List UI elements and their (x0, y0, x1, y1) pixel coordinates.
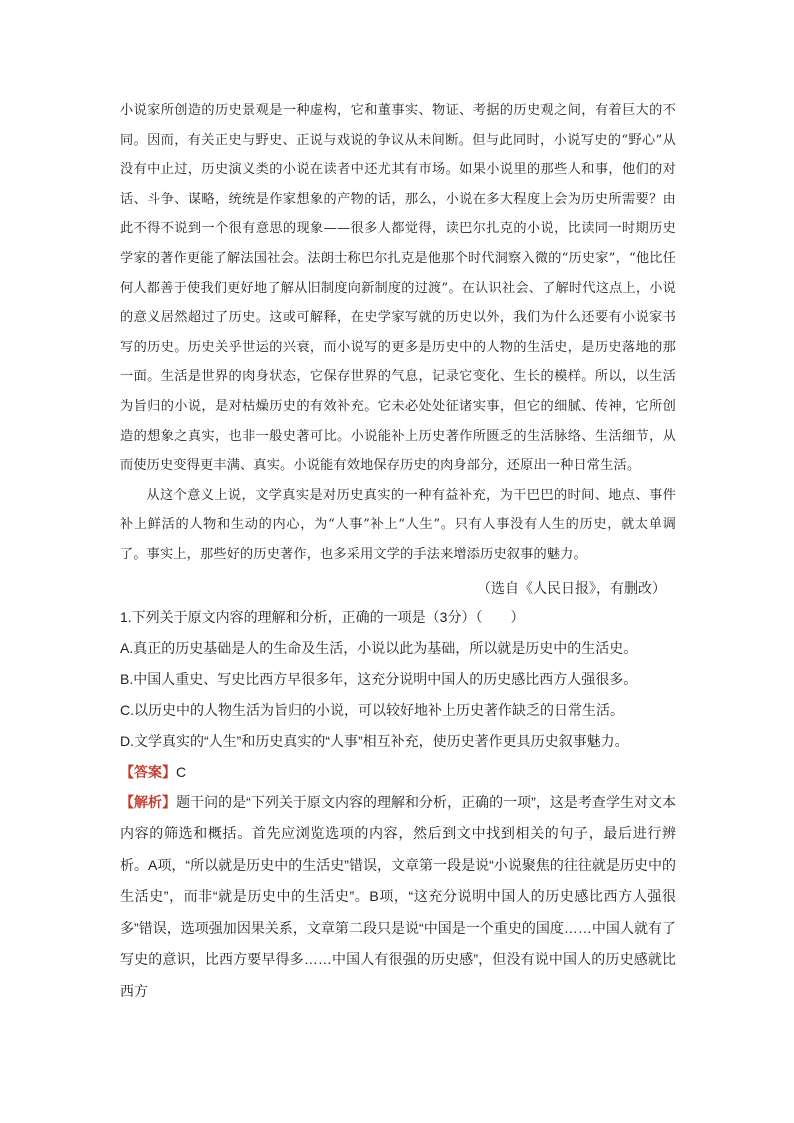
option-d: D.文学真实的“人生”和历史真实的“人事”相互补充，使历史著作更具历史叙事魅力。 (120, 732, 629, 749)
option-b: B.中国人重史、写史比西方早很多年，这充分说明中国人的历史感比西方人强很多。 (120, 670, 638, 687)
analysis-block (120, 787, 676, 1008)
analysis-label: 【解析】 (120, 793, 177, 810)
analysis-text: 题干问的是“下列关于原文内容的理解和分析，正确的一项”，这是考查学生对文本内容的筛选和概括。首先应浏览选项的内容，然后到文中找到相关的句子，最后进行辨析。A项，“所以就是历史中的生活史”错误，文章第一段是说“小说聚焦的往往就是历史中的生活史”，而非“就是历史中的生活史”。B项，“这充分说明中国人的历史感比西方人强很多”错误，选项强加因果关系，文章第二段只是说“中国是一个重史的国度……中国人就有了写史的意识，比西方要早得多……中国人有很强的历史感”，但没有说中国人的历史感就比西方 (120, 793, 677, 999)
answer-value: C (176, 763, 187, 780)
passage-paragraph-2: 从这个意义上说，文学真实是对历史真实的一种有益补充，为干巴巴的时间、地点、事件补上鲜活的人物和生动的内心，为“人事”补上“人生”。只有人事没有人生的历史，就太单调了。事实上，那些好的历史著作，也多采用文学的手法来增添历史叙事的魅力。 (120, 487, 676, 562)
question-stem: 1.下列关于原文内容的理解和分析，正确的一项是（3分）（ ） (120, 608, 525, 625)
option-c: C.以历史中的人物生活为旨归的小说，可以较好地补上历史著作缺乏的日常生活。 (120, 701, 624, 718)
page-content (120, 96, 676, 1007)
option-a: A.真正的历史基础是人的生命及生活，小说以此为基础，所以就是历史中的生活史。 (120, 639, 638, 656)
answer-line (120, 757, 676, 787)
answer-label: 【答案】 (120, 763, 176, 780)
passage-paragraph-1: 小说家所创造的历史景观是一种虚构，它和董事实、物证、考据的历史观之间，有着巨大的不同。因而，有关正史与野史、正说与戏说的争议从未间断。但与此同时，小说写史的“野心”从没有中止过，历史演义类的小说在读者中还尤其有市场。如果小说里的那些人和事，他们的对话、斗争、谋略，统统是作家想象的产物的话，那么，小说在多大程度上会为历史所需要？由此不得不说到一个很有意思的现象——很多人都觉得，读巴尔扎克的小说，比读同一时期历史学家的著作更能了解法国社会。法朗士称巴尔扎克是他那个时代洞察入微的“历史家”，“他比任何人都善于使我们更好地了解从旧制度向新制度的过渡”。在认识社会、了解时代这点上，小说的意义居然超过了历史。这或可解释，在史学家写就的历史以外，我们为什么还要有小说家书写的历史。历史关乎世运的兴衰，而小说写的更多是历史中的人物的生活史，是历史落地的那一面。生活是世界的肉身状态，它保存世界的气息，记录它变化、生长的模样。所以，以生活为旨归的小说，是对枯燥历史的有效补充。它未必处处征诸实事，但它的细腻、传神，它所创造的想象之真实，也非一般史著可比。小说能补上历史著作所匮乏的生活脉络、生活细节，从而使历史变得更丰满、真实。小说能有效地保存历史的肉身部分，还原出一种日常生活。 (120, 103, 676, 474)
source-citation: （选自《人民日报》，有删改） (477, 579, 666, 596)
